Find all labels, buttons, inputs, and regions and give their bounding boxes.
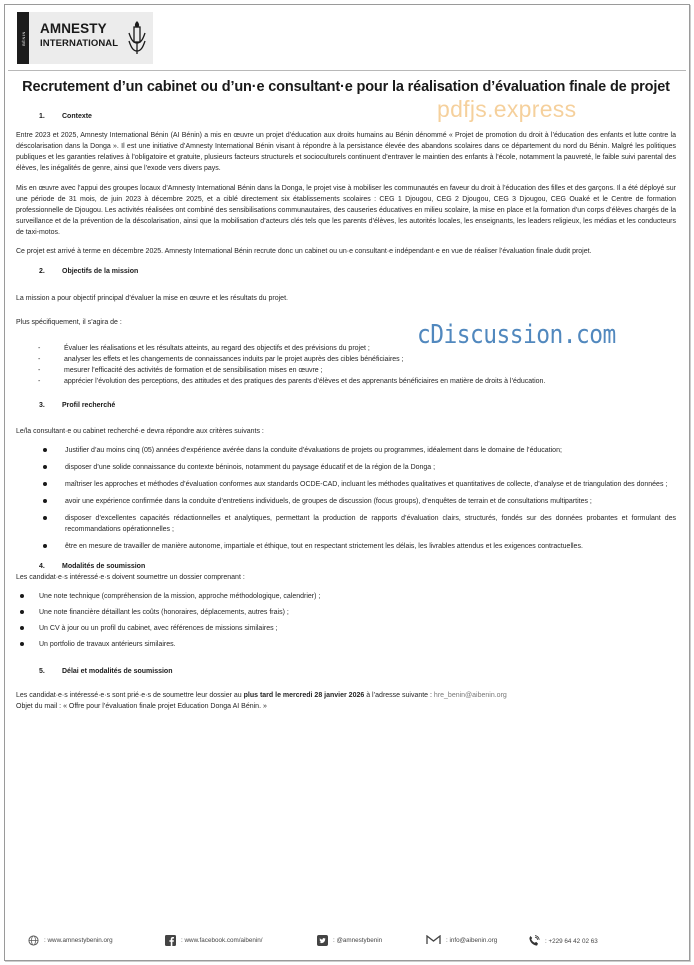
facebook-icon: [165, 935, 176, 946]
list-item: maîtriser les approches et méthodes d’évaluation conformes aux standards OCDE-CAD, incluant les méthodes qualitatives et quantitatives de collecte, d’analyse et de triangulation des données ;: [43, 479, 676, 490]
deadline-date: plus tard le mercredi 28 janvier 2026: [243, 692, 365, 699]
candle-icon: [127, 21, 147, 55]
logo-line-1: AMNESTY: [40, 21, 107, 36]
pdfjs-watermark: pdfjs.express: [437, 96, 577, 122]
deadline-paragraph: Les candidat·e·s intéressé·e·s sont prié·e·s de soumettre leur dossier au plus tard le mercredi 28 janvier 2026 à l’adresse suivante : hre_benin@aibenin.org: [16, 692, 507, 699]
list-item: disposer d’une solide connaissance du contexte béninois, notamment du paysage éducatif et de la région de la Donga ;: [43, 462, 676, 473]
phone-icon: [528, 935, 540, 947]
list-item: - analyser les effets et les changements de connaissances induits par le projet auprès des cibles bénéficiaires ;: [38, 354, 676, 365]
mail-subject: Objet du mail : « Offre pour l’évaluation finale projet Education Donga AI Bénin. »: [16, 703, 267, 710]
page-title: Recrutement d’un cabinet ou d’un·e consultant·e pour la réalisation d’évaluation finale de projet: [22, 79, 670, 95]
list-item: Un CV à jour ou un profil du cabinet, avec références de missions similaires ;: [20, 623, 676, 634]
mail-icon: [426, 935, 441, 945]
footer: [28, 935, 668, 947]
globe-icon: [28, 935, 39, 946]
submission-email-link[interactable]: hre_benin@aibenin.org: [433, 692, 507, 699]
header-divider: [8, 70, 686, 71]
list-item: être en mesure de travailler de manière autonome, impartiale et éthique, tout en respectant strictement les délais, les livrables attendus et les exigences contractuelles.: [43, 541, 676, 552]
footer-email[interactable]: : info@aibenin.org: [426, 935, 497, 945]
section-heading-2: 2. Objectifs de la mission: [39, 268, 139, 275]
submission-intro: Les candidat·e·s intéressé·e·s doivent soumettre un dossier comprenant :: [16, 574, 245, 581]
list-item: Un portfolio de travaux antérieurs similaires.: [20, 639, 676, 650]
list-item: disposer d’excellentes capacités rédactionnelles et analytiques, permettant la production de rapports d’évaluation clairs, structurés, fondés sur des données probantes et formulant des recommandations opérationnelles ;: [43, 513, 676, 535]
objectives-paragraph: La mission a pour objectif principal d’évaluer la mise en œuvre et les résultats du projet.: [16, 295, 288, 302]
context-paragraph-1: Entre 2023 et 2025, Amnesty International Bénin (AI Bénin) a mis en œuvre un projet d’éducation aux droits humains au Bénin dénommé « Projet de promotion du droit à l’éducation des enfants et lutte contre la déscolarisation dans la Donga ». Il est une initiative d’Amnesty International Bénin visant à répondre à la persistance élevée des abandons scolaires dans ce département du nord du Bénin. Malgré les politiques publiques et les garanties relatives à l’obligatoire et gratuite, plusieurs facteurs structurels et socioculturels continuent d’entraver le maintien des enfants à l’école, notamment la pauvreté, le faible suivi parental des élèves, les inégalités de genre, ainsi que l’exode vers divers pays.: [16, 132, 676, 172]
twitter-icon: [317, 935, 328, 946]
profile-intro: Le/la consultant·e ou cabinet recherché·e devra répondre aux critères suivants :: [16, 428, 264, 435]
footer-facebook[interactable]: : www.facebook.com/aibenin/: [165, 935, 263, 946]
objectives-intro: Plus spécifiquement, il s’agira de :: [16, 319, 122, 326]
footer-twitter[interactable]: : @amnestybenin: [317, 935, 382, 946]
section-heading-3: 3. Profil recherché: [39, 402, 116, 409]
footer-phone[interactable]: : +229 64 42 02 63: [528, 935, 598, 947]
section-heading-1: 1. Contexte: [39, 113, 92, 120]
logo-line-2: INTERNATIONAL: [40, 37, 119, 49]
list-item: Une note financière détaillant les coûts (honoraires, déplacements, autres frais) ;: [20, 607, 676, 618]
context-paragraph-3: Ce projet est arrivé à terme en décembre 2025. Amnesty International Bénin recrute donc un cabinet ou un·e consultant·e indépendant·e en vue de réaliser l’évaluation finale dudit projet.: [16, 248, 592, 255]
section-heading-4: 4. Modalités de soumission: [39, 563, 146, 570]
section-heading-5: 5. Délai et modalités de soumission: [39, 668, 173, 675]
list-item: Une note technique (compréhension de la mission, approche méthodologique, calendrier) ;: [20, 591, 676, 602]
country-strip: BÉNIN: [17, 12, 29, 64]
amnesty-logo: [17, 12, 153, 64]
list-item: Justifier d’au moins cinq (05) années d’expérience avérée dans la conduite d’évaluations de projets ou programmes, idéalement dans le domaine de l’éducation;: [43, 445, 676, 456]
submission-list: [16, 591, 676, 650]
profile-criteria-list: [16, 445, 676, 552]
list-item: - mesurer l’efficacité des activités de formation et de sensibilisation mises en œuvre ;: [38, 365, 676, 376]
context-paragraph-2: Mis en œuvre avec l’appui des groupes locaux d’Amnesty International Bénin dans la Donga, le projet vise à mobiliser les communautés en faveur du droit à l’éducation des filles et des garçons. Il a été déployé sur une période de 31 mois, de juin 2023 à décembre 2025, et a ciblé directement six établissements scolaires : CEG 1 Djougou, CEG 2 Djougou, CEG 3 Djougou, CEG Ouaké et le Centre de formation professionnelle de Djougou. Les activités réalisées ont combiné des sensibilisations communautaires, des causeries éducatives en milieu scolaire, la mise en place et la formation d’un corps d’élèves chargés de la surveillance et de la prévention de la déscolarisation, ainsi que la mobilisation d’acteurs clés tels que les parents d’élèves, les autorités locales, les enseignants, les leaders religieux, les médias et les conducteurs de taxi-motos.: [16, 185, 676, 236]
document-body: [16, 110, 676, 712]
list-item: avoir une expérience confirmée dans la conduite d’entretiens individuels, de groupes de discussion (focus groups), d’enquêtes de terrain et de consultations multipartites ;: [43, 496, 676, 507]
list-item: - Évaluer les réalisations et les résultats atteints, au regard des objectifs et des prévisions du projet ;: [38, 343, 676, 354]
cdiscussion-watermark: cDiscussion.com: [417, 320, 616, 350]
list-item: - apprécier l’évolution des perceptions, des attitudes et des pratiques des parents d’élèves et des apprenants bénéficiaires en matière de droits à l’éducation.: [38, 376, 676, 387]
footer-website[interactable]: : www.amnestybenin.org: [28, 935, 113, 946]
